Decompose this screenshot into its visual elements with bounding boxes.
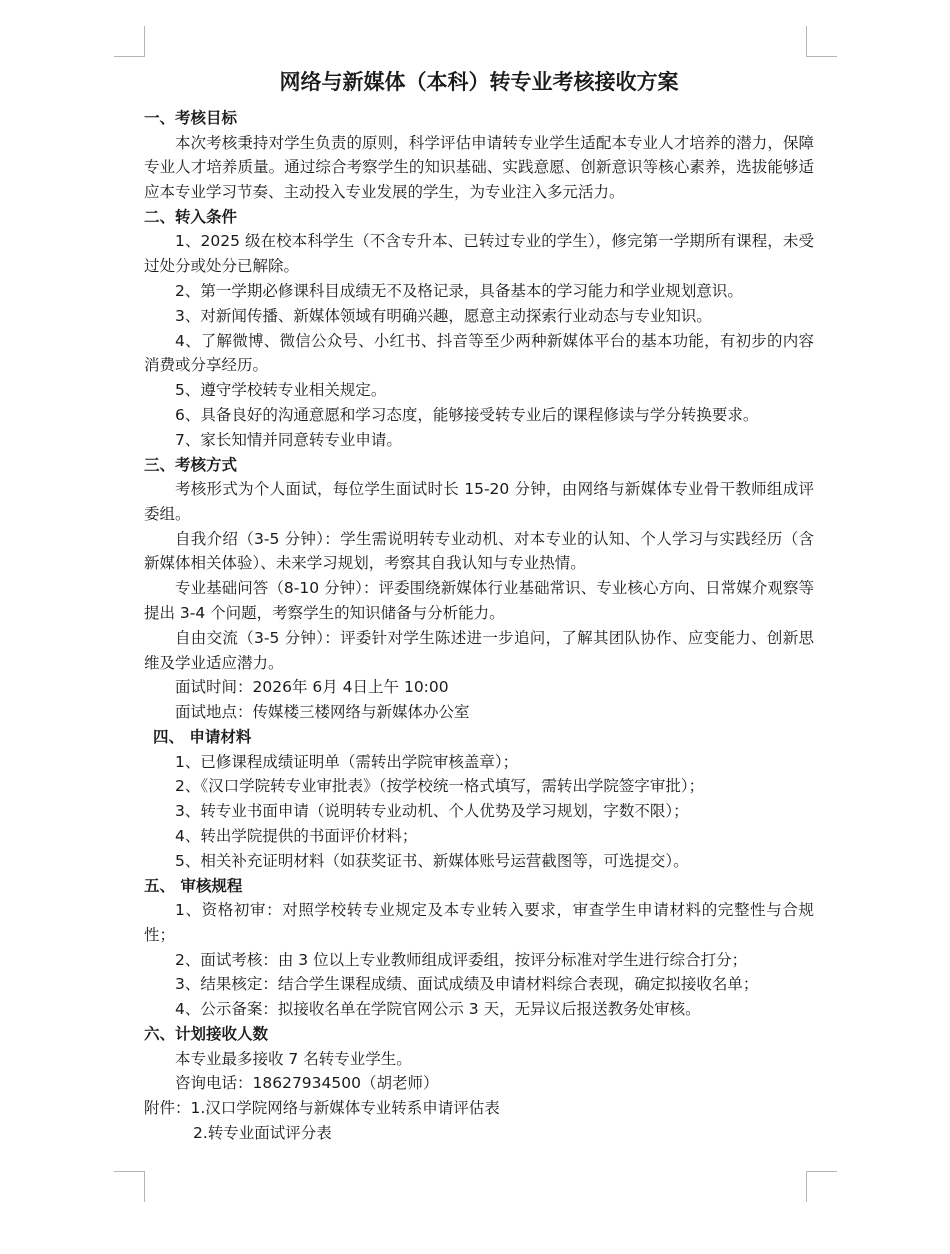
section-conditions — [144, 205, 814, 453]
list-item: 2、第一学期必修课科目成绩无不及格记录，具备基本的学习能力和学业规划意识。 — [175, 281, 743, 300]
document-page — [144, 64, 814, 1146]
attachment-item: 附件：1.汉口学院网络与新媒体专业转系申请评估表 — [144, 1099, 500, 1118]
section-heading: 一、考核目标 — [144, 109, 238, 127]
paragraph: 本专业最多接收 7 名转专业学生。 — [175, 1049, 412, 1068]
paragraph: 专业基础问答（8-10 分钟）：评委围绕新媒体行业基础常识、专业核心方向、日常媒介观察等提出 3-4 个问题，考察学生的知识储备与分析能力。 — [144, 579, 814, 623]
list-item: 3、转专业书面申请（说明转专业动机、个人优势及学习规划，字数不限）； — [175, 802, 689, 821]
section-heading: 六、计划接收人数 — [144, 1025, 269, 1043]
attachment-item: 2.转专业面试评分表 — [193, 1123, 332, 1142]
list-item: 4、了解微博、微信公众号、小红书、抖音等至少两种新媒体平台的基本功能，有初步的内容消费或分享经历。 — [144, 331, 814, 375]
interview-time: 面试时间：2026年 6月 4日上午 10:00 — [175, 678, 449, 697]
list-item: 7、家长知情并同意转专业申请。 — [175, 430, 402, 449]
crop-mark-bottom-right — [806, 1171, 837, 1202]
list-item: 1、资格初审：对照学校转专业规定及本专业转入要求，审查学生申请材料的完整性与合规性； — [144, 901, 814, 944]
section-quota — [144, 1022, 814, 1096]
paragraph: 自由交流（3-5 分钟）：评委针对学生陈述进一步追问，了解其团队协作、应变能力、创新思维及学业适应潜力。 — [144, 628, 814, 672]
contact-phone: 咨询电话：18627934500（胡老师） — [175, 1074, 439, 1093]
paragraph: 本次考核秉持对学生负责的原则，科学评估申请转专业学生适配本专业人才培养的潜力，保障专业人才培养质量。通过综合考察学生的知识基础、实践意愿、创新意识等核心素养，选拔能够适应本专业学习节奏、主动投入专业发展的学生，为专业注入多元活力。 — [144, 133, 814, 202]
crop-mark-top-left — [114, 26, 145, 57]
section-method — [144, 453, 814, 725]
list-item: 6、具备良好的沟通意愿和学习态度，能够接受转专业后的课程修读与学分转换要求。 — [175, 405, 759, 424]
list-item: 3、对新闻传播、新媒体领域有明确兴趣，愿意主动探索行业动态与专业知识。 — [175, 306, 712, 325]
section-review — [144, 874, 814, 1022]
section-heading: 四、 申请材料 — [153, 728, 252, 747]
attachments — [144, 1096, 814, 1146]
interview-place: 面试地点：传媒楼三楼网络与新媒体办公室 — [175, 703, 470, 722]
document-title: 网络与新媒体（本科）转专业考核接收方案 — [279, 70, 679, 94]
list-item: 3、结果核定：结合学生课程成绩、面试成绩及申请材料综合表现，确定拟接收名单； — [175, 975, 759, 994]
list-item: 4、公示备案：拟接收名单在学院官网公示 3 天，无异议后报送教务处审核。 — [175, 1000, 701, 1019]
section-materials — [144, 725, 814, 873]
list-item: 2、面试考核：由 3 位以上专业教师组成评委组，按评分标准对学生进行综合打分； — [175, 950, 748, 969]
list-item: 5、相关补充证明材料（如获奖证书、新媒体账号运营截图等，可选提交）。 — [175, 851, 689, 870]
section-heading: 二、转入条件 — [144, 207, 238, 226]
list-item: 1、2025 级在校本科学生（不含专升本、已转过专业的学生），修完第一学期所有课程，未受过处分或处分已解除。 — [144, 232, 814, 276]
list-item: 4、转出学院提供的书面评价材料； — [175, 826, 418, 845]
paragraph: 考核形式为个人面试，每位学生面试时长 15-20 分钟，由网络与新媒体专业骨干教师组成评委组。 — [144, 480, 814, 523]
section-heading: 三、考核方式 — [144, 455, 238, 474]
list-item: 2、《汉口学院转专业审批表》（按学校统一格式填写，需转出学院签字审批）； — [175, 777, 705, 796]
crop-mark-top-right — [806, 26, 837, 57]
list-item: 5、遵守学校转专业相关规定。 — [175, 381, 387, 400]
paragraph: 自我介绍（3-5 分钟）：学生需说明转专业动机、对本专业的认知、个人学习与实践经历（含新媒体相关体验）、未来学习规划，考察其自我认知与专业热情。 — [144, 529, 814, 573]
crop-mark-bottom-left — [114, 1171, 145, 1202]
section-heading: 五、 审核规程 — [144, 876, 243, 895]
list-item: 1、已修课程成绩证明单（需转出学院审核盖章）； — [175, 752, 519, 771]
section-goal — [144, 106, 814, 205]
